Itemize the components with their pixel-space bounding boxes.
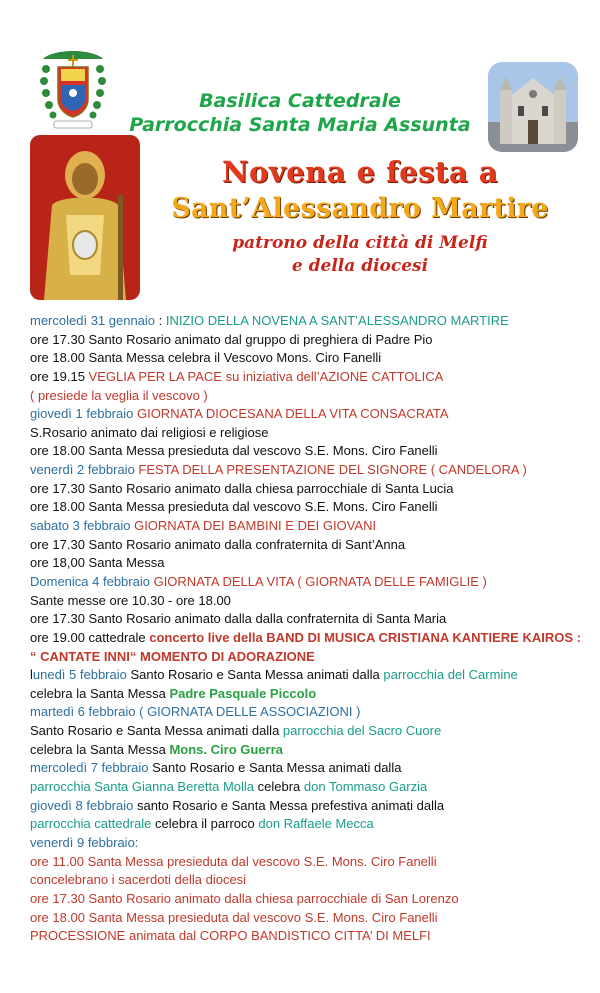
event-title: ( GIORNATA DELLE ASSOCIAZIONI ) — [135, 704, 361, 720]
event-text: santo Rosario e Santa Messa prefestiva animati dalla — [133, 797, 445, 813]
parish-name: parrocchia Santa Gianna Beretta Molla — [30, 779, 255, 795]
date-label: mercoledì 31 gennaio — [30, 313, 156, 328]
program-line: ore 18,00 Santa Messa — [30, 555, 165, 571]
program-line: ore 18.00 Santa Messa presieduta dal vescovo S.E. Mons. Ciro Fanelli — [30, 909, 438, 925]
program-line — [30, 629, 590, 648]
program-line: ore 11.00 Santa Messa presieduta dal vescovo S.E. Mons. Ciro Fanelli — [30, 853, 437, 869]
church-name: Basilica Cattedrale — [199, 90, 401, 112]
program-line — [30, 461, 590, 480]
program-schedule — [30, 312, 590, 946]
program-line: ore 17.30 Santo Rosario animato dalla chiesa parrocchiale di San Lorenzo — [30, 890, 459, 906]
event-text: celebra — [254, 779, 304, 795]
event-title: GIORNATA DIOCESANA DELLA VITA CONSACRATA — [136, 406, 449, 422]
program-line: ore 18.00 Santa Messa celebra il Vescovo Mons. Ciro Fanelli — [30, 350, 382, 366]
program-line: ore 17.30 Santo Rosario animato dalla confraternita di Sant’Anna — [30, 536, 406, 552]
parish-name: Parrocchia Santa Maria Assunta — [129, 114, 471, 136]
parish-name: parrocchia del Sacro Cuore — [282, 723, 442, 739]
title-novena: Novena e festa a — [222, 155, 498, 189]
date-label: sabato 3 febbraio — [30, 518, 135, 534]
event-text: celebra la Santa Messa — [30, 741, 170, 757]
title-saint-name: Sant’Alessandro Martire — [171, 193, 549, 224]
program-line — [30, 778, 590, 797]
event-text: Santo Rosario e Santa Messa animati dalla — [148, 760, 402, 776]
program-line — [30, 703, 590, 722]
program-line — [30, 815, 590, 834]
date-label: venerdì 2 febbraio — [30, 462, 139, 478]
program-line: S.Rosario animato dai religiosi e religiose — [30, 424, 269, 440]
program-line: PROCESSIONE animata dal CORPO BANDISTICO CITTA’ DI MELFI — [30, 928, 431, 944]
program-line: ore 18.00 Santa Messa presieduta dal vescovo S.E. Mons. Ciro Fanelli — [30, 443, 438, 459]
event-title: GIORNATA DELLA VITA ( GIORNATA DELLE FAMIGLIE ) — [153, 573, 487, 589]
subtitle-line-2: e della diocesi — [291, 256, 429, 276]
celebrant-name: don Tommaso Garzia — [303, 779, 428, 795]
event-text: Santo Rosario e Santa Messa animati dalla — [126, 667, 384, 683]
event-title: INIZIO DELLA NOVENA A SANT’ALESSANDRO MARTIRE — [165, 313, 509, 328]
program-line — [30, 573, 590, 592]
program-line — [30, 741, 590, 760]
event-text: Santo Rosario e Santa Messa animati dalla — [30, 723, 283, 739]
program-line: Sante messe ore 10.30 - ore 18.00 — [30, 592, 231, 608]
coat-of-arms-emblem — [38, 47, 108, 133]
celebrant-name: Mons. Ciro Guerra — [169, 741, 283, 757]
program-line: ore 17.30 Santo Rosario animato dal gruppo di preghiera di Padre Pio — [30, 331, 433, 347]
celebrant-name: Padre Pasquale Piccolo — [169, 685, 317, 701]
cathedral-photo — [488, 62, 578, 152]
program-line — [30, 312, 590, 331]
celebrant-name: don Raffaele Mecca — [258, 816, 374, 832]
program-line: ore 17.30 Santo Rosario animato dalla dalla confraternita di Santa Maria — [30, 611, 447, 627]
event-text: celebra il parroco — [151, 816, 259, 832]
program-line — [30, 685, 590, 704]
event-text: celebra la Santa Messa — [30, 685, 170, 701]
saint-statue-photo — [30, 135, 140, 300]
program-line: venerdì 9 febbraio: — [30, 834, 139, 850]
program-line — [30, 666, 590, 685]
program-line — [30, 517, 590, 536]
event-title: concerto live della BAND DI MUSICA CRISTIANA KANTIERE KAIROS : — [149, 629, 581, 645]
separator: : — [155, 313, 166, 328]
date-label: giovedì 8 febbraio — [30, 797, 134, 813]
time-label: ore 19.15 — [30, 368, 89, 384]
program-line — [30, 405, 590, 424]
date-initial: l — [30, 667, 33, 683]
subtitle-line-1: patrono della città di Melfi — [232, 233, 488, 253]
parish-name: parrocchia cattedrale — [30, 816, 152, 832]
event-title: GIORNATA DEI BAMBINI E DEI GIOVANI — [134, 518, 377, 534]
event-title: FESTA DELLA PRESENTAZIONE DEL SIGNORE ( CANDELORA ) — [138, 462, 527, 478]
program-line: ( presiede la veglia il vescovo ) — [30, 387, 208, 403]
parish-name: parrocchia del Carmine — [383, 667, 518, 683]
program-line — [30, 368, 590, 387]
date-label: mercoledì 7 febbraio — [30, 760, 149, 776]
program-line: ore 18.00 Santa Messa presieduta dal vescovo S.E. Mons. Ciro Fanelli — [30, 499, 438, 515]
program-line: concelebrano i sacerdoti della diocesi — [30, 872, 247, 888]
subtitle — [150, 232, 570, 278]
program-line — [30, 797, 590, 816]
date-label: martedì 6 febbraio — [30, 704, 136, 720]
event-title: VEGLIA PER LA PACE su iniziativa dell’AZIONE CATTOLICA — [88, 368, 444, 384]
program-line — [30, 722, 590, 741]
program-line: “ CANTATE INNI“ MOMENTO DI ADORAZIONE — [30, 648, 315, 664]
program-line: ore 17.30 Santo Rosario animato dalla chiesa parrocchiale di Santa Lucia — [30, 480, 454, 496]
time-label: ore 19.00 cattedrale — [30, 629, 150, 645]
date-label: Domenica 4 febbraio — [30, 573, 154, 589]
date-label: giovedì 1 febbraio — [30, 406, 137, 422]
program-line — [30, 759, 590, 778]
date-label: unedì 5 febbraio — [32, 667, 127, 683]
